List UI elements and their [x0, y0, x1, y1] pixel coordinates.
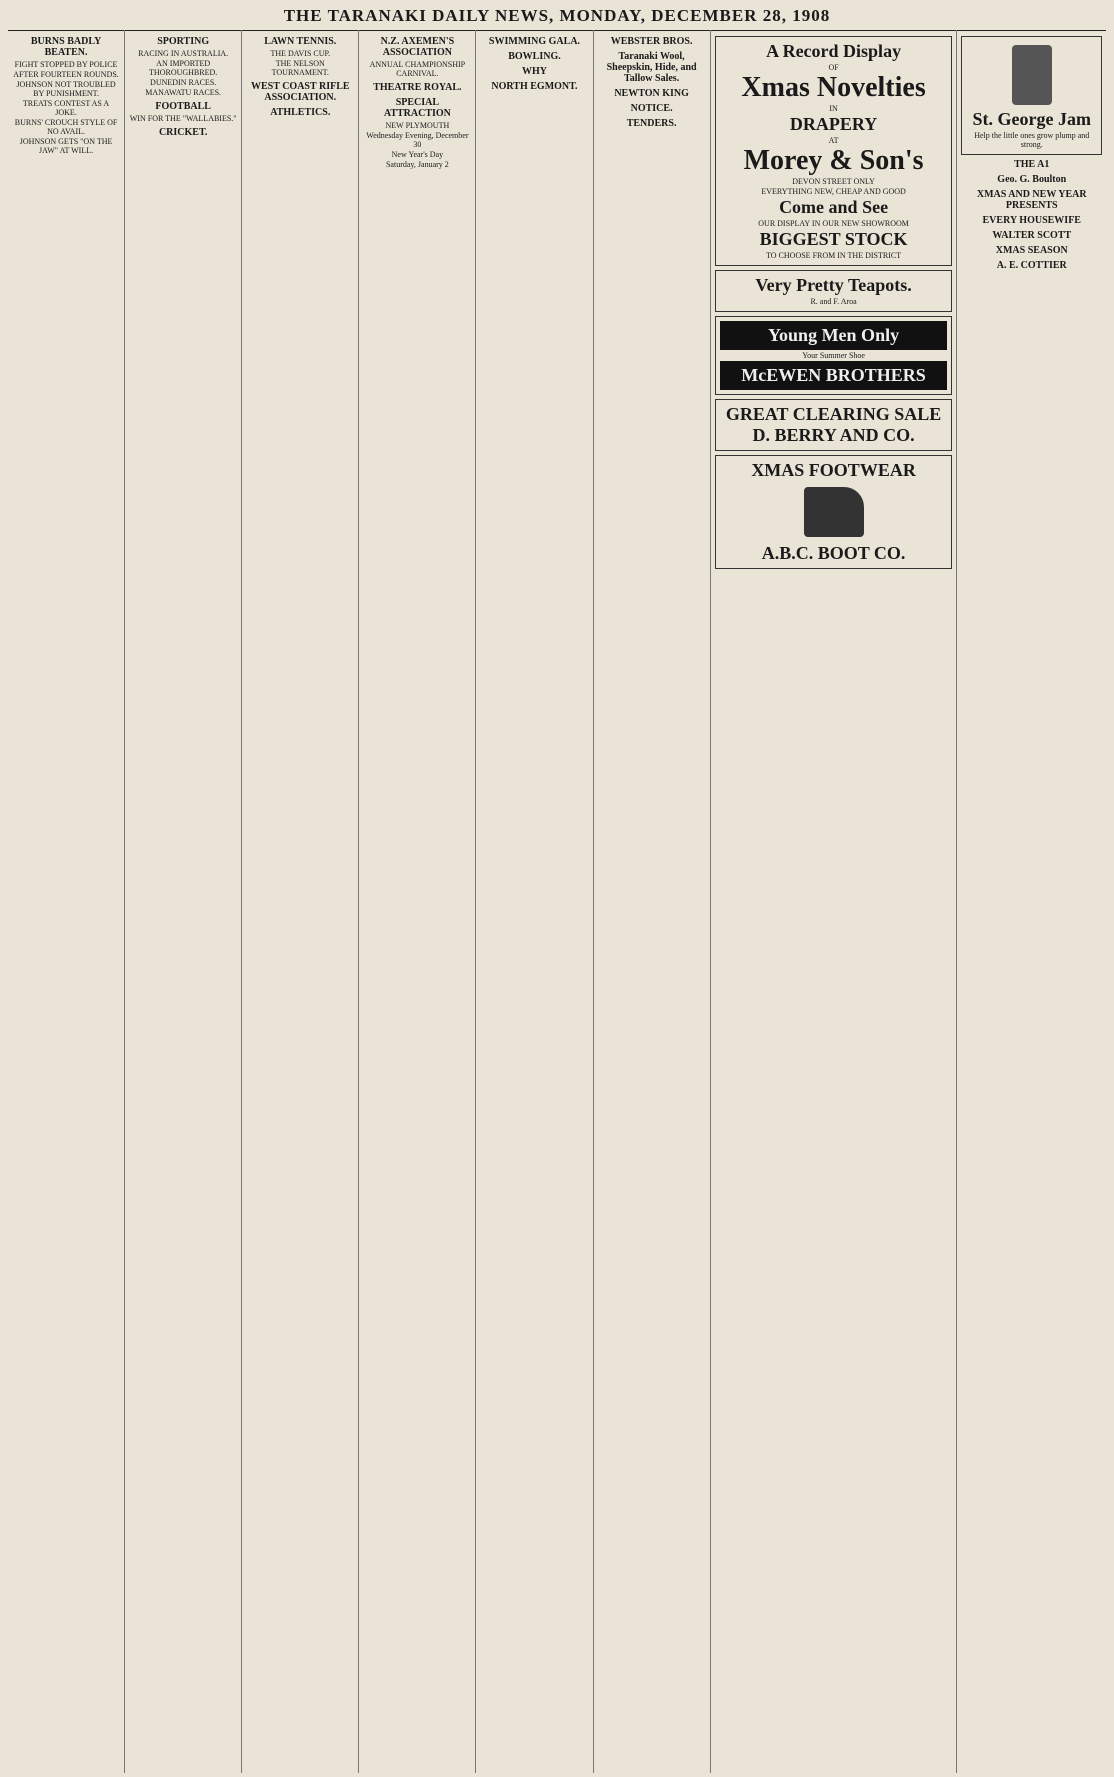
ad-text: OF — [828, 63, 839, 72]
headline: N.Z. AXEMEN'S ASSOCIATION — [380, 36, 455, 58]
subhead: THE NELSON TOURNAMENT. — [271, 59, 329, 77]
headline: THEATRE ROYAL. — [373, 82, 462, 93]
headline: SPORTING — [157, 36, 210, 47]
ad-heading: D. BERRY AND CO. — [752, 425, 915, 445]
column-1 — [8, 30, 125, 1773]
ad-text: Help the little ones grow plump and strong. — [974, 131, 1090, 149]
ad-text: R. and F. Aroa — [810, 297, 857, 306]
column-7-ads — [711, 30, 958, 1773]
subhead: FIGHT STOPPED BY POLICE — [14, 60, 118, 69]
headline: ATHLETICS. — [270, 107, 331, 118]
ad-berry — [715, 399, 953, 451]
headline: A. E. COTTIER — [996, 260, 1067, 271]
subhead: BURNS' CROUCH STYLE OF NO AVAIL. — [14, 118, 118, 136]
subhead: Saturday, January 2 — [385, 160, 449, 169]
ad-text: IN — [829, 104, 838, 113]
headline: Taranaki Wool, Sheepskin, Hide, and Tallow Sales. — [606, 51, 697, 84]
headline: WHY — [521, 66, 547, 77]
headline: WEST COAST RIFLE ASSOCIATION. — [250, 81, 350, 103]
headline: XMAS SEASON — [995, 245, 1068, 256]
ad-jam — [961, 36, 1102, 155]
subhead: TREATS CONTEST AS A JOKE. — [22, 99, 110, 117]
ad-text: EVERYTHING NEW, CHEAP AND GOOD — [761, 187, 906, 196]
headline: EVERY HOUSEWIFE — [982, 215, 1081, 226]
column-8 — [957, 30, 1106, 1773]
jam-jar-icon — [1012, 45, 1052, 105]
ad-heading: GREAT CLEARING SALE — [725, 404, 942, 424]
headline: CRICKET. — [158, 127, 208, 138]
subhead: THE DAVIS CUP. — [270, 49, 331, 58]
column-2 — [125, 30, 242, 1773]
column-3 — [242, 30, 359, 1773]
boot-icon — [804, 487, 864, 537]
headline: TENDERS. — [626, 118, 677, 129]
ad-heading: DRAPERY — [789, 114, 878, 134]
masthead: THE TARANAKI DAILY NEWS, MONDAY, DECEMBER 28, 1908 — [8, 4, 1106, 31]
headline: NEWTON KING — [614, 88, 689, 99]
headline: XMAS AND NEW YEAR PRESENTS — [976, 189, 1087, 211]
subhead: NEW PLYMOUTH — [385, 121, 450, 130]
ad-heading: Morey & Son's — [743, 145, 924, 176]
ad-heading: McEWEN BROTHERS — [720, 361, 948, 390]
headline: THE A1 — [1014, 159, 1050, 170]
ad-heading: XMAS FOOTWEAR — [751, 460, 916, 480]
subhead: DUNEDIN RACES. — [150, 78, 217, 87]
subhead: JOHNSON GETS "ON THE JAW" AT WILL. — [19, 137, 113, 155]
ad-heading: A Record Display — [766, 41, 902, 61]
ad-heading: Very Pretty Teapots. — [755, 275, 912, 295]
ad-text: TO CHOOSE FROM IN THE DISTRICT — [766, 251, 902, 260]
headline: NOTICE. — [630, 103, 673, 114]
subhead: JOHNSON NOT TROUBLED BY PUNISHMENT. — [16, 80, 116, 98]
columns — [8, 30, 1106, 1773]
ad-text: Your Summer Shoe — [802, 351, 865, 360]
headline: WALTER SCOTT — [992, 230, 1072, 241]
ad-abc-boot — [715, 455, 953, 569]
ad-morey — [715, 36, 953, 266]
headline: WEBSTER BROS. — [610, 36, 693, 47]
ad-heading: Xmas Novelties — [741, 72, 926, 103]
subhead: ANNUAL CHAMPIONSHIP CARNIVAL. — [369, 60, 466, 78]
ad-mcewen — [715, 316, 953, 395]
ad-heading: A.B.C. BOOT CO. — [761, 543, 906, 563]
headline: SWIMMING GALA. — [488, 36, 581, 47]
subhead: Wednesday Evening, December 30 — [366, 131, 469, 149]
headline: SPECIAL ATTRACTION — [383, 97, 451, 119]
ad-text: DEVON STREET ONLY — [792, 177, 875, 186]
subhead: New Year's Day — [391, 150, 444, 159]
ad-heading: BIGGEST STOCK — [759, 229, 908, 249]
subhead: AFTER FOURTEEN ROUNDS. — [13, 70, 119, 79]
column-4 — [359, 30, 476, 1773]
subhead: RACING IN AUSTRALIA. — [138, 49, 229, 58]
ad-heading: Young Men Only — [720, 321, 948, 350]
subhead: AN IMPORTED THOROUGHBRED. — [149, 59, 218, 77]
headline: NORTH EGMONT. — [491, 81, 578, 92]
ad-text: OUR DISPLAY IN OUR NEW SHOWROOM — [758, 219, 909, 228]
subhead: MANAWATU RACES. — [145, 88, 222, 97]
headline: BURNS BADLY BEATEN. — [30, 36, 102, 58]
ad-heading: Come and See — [779, 197, 889, 217]
column-5 — [476, 30, 593, 1773]
headline: Geo. G. Boulton — [997, 174, 1067, 185]
headline: BOWLING. — [508, 51, 561, 62]
subhead: WIN FOR THE "WALLABIES." — [129, 114, 237, 123]
headline: FOOTBALL — [155, 101, 211, 112]
ad-text: AT — [828, 136, 839, 145]
headline: LAWN TENNIS. — [264, 36, 337, 47]
ad-teapots — [715, 270, 953, 312]
column-6 — [594, 30, 711, 1773]
ad-heading: St. George Jam — [972, 109, 1091, 129]
